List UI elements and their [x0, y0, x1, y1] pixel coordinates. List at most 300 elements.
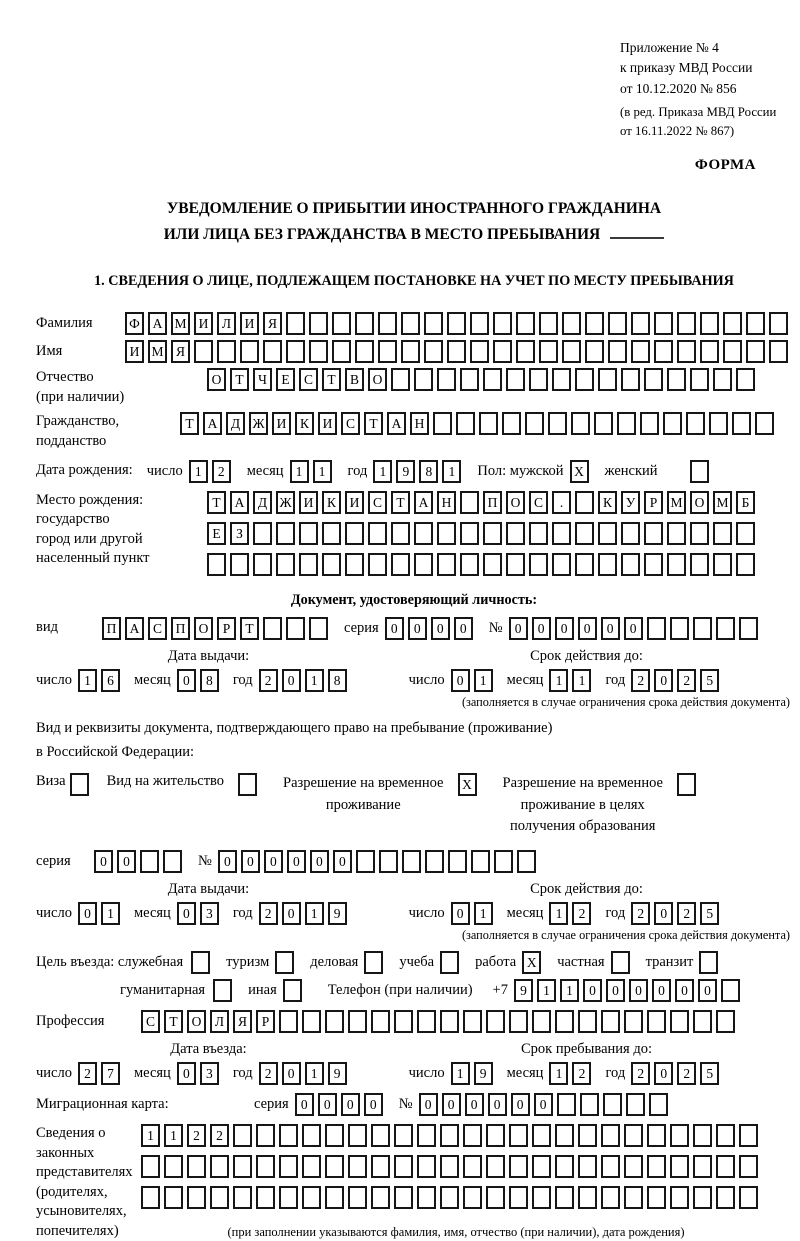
- form-cell: 0: [654, 1062, 673, 1085]
- form-cell: А: [387, 412, 406, 435]
- form-cell: 1: [537, 979, 556, 1002]
- identity-doc-row: [36, 617, 792, 640]
- form-cell: 0: [601, 617, 620, 640]
- birthplace-label-line2: государство: [36, 511, 110, 528]
- year-label: год: [347, 462, 368, 479]
- form-cell: 2: [572, 1062, 591, 1085]
- form-cell: 2: [631, 669, 650, 692]
- form-cell: М: [667, 491, 686, 514]
- form-cell: 2: [78, 1062, 97, 1085]
- form-cell: 9: [328, 1062, 347, 1085]
- form-cell: 0: [333, 850, 352, 873]
- form-cell: [654, 340, 673, 363]
- form-cell: И: [345, 491, 364, 514]
- form-cell: [571, 412, 590, 435]
- form-cell: [140, 850, 159, 873]
- form-cell: [509, 1010, 528, 1033]
- edition-line: (в ред. Приказа МВД России: [620, 104, 777, 119]
- form-cell: 2: [677, 1062, 696, 1085]
- form-cell: [414, 368, 433, 391]
- form-cell: [739, 1186, 758, 1209]
- day-label: число: [146, 462, 183, 479]
- form-cell: [746, 312, 765, 335]
- form-cell: [493, 340, 512, 363]
- form-cell: [486, 1010, 505, 1033]
- doc-issue-month-field: [177, 669, 223, 692]
- form-cell: [746, 340, 765, 363]
- birthplace-field-row3: [207, 553, 759, 576]
- form-cell: [70, 773, 89, 796]
- form-cell: [368, 553, 387, 576]
- doc-issue-date-label: Дата выдачи:: [167, 647, 250, 664]
- form-cell: [256, 1155, 275, 1178]
- purpose-label: Цель въезда: служебная: [36, 953, 184, 970]
- form-cell: М: [713, 491, 732, 514]
- form-cell: [364, 951, 383, 974]
- form-cell: [624, 1010, 643, 1033]
- form-cell: С: [368, 491, 387, 514]
- form-cell: [502, 412, 521, 435]
- form-cell: 1: [164, 1124, 183, 1147]
- form-cell: [470, 312, 489, 335]
- doc-validity-note: (заполняется в случае ограничения срока действия документа): [461, 694, 790, 709]
- title-line1: УВЕДОМЛЕНИЕ О ПРИБЫТИИ ИНОСТРАННОГО ГРАЖДАНИНА: [166, 200, 662, 218]
- year-label: год: [232, 671, 253, 688]
- form-cell: 2: [259, 902, 278, 925]
- form-cell: [601, 1010, 620, 1033]
- form-cell: [517, 850, 536, 873]
- form-cell: С: [529, 491, 548, 514]
- year-label: год: [605, 671, 626, 688]
- form-cell: [647, 1155, 666, 1178]
- form-cell: [355, 312, 374, 335]
- form-cell: [463, 1155, 482, 1178]
- form-cell: [670, 1124, 689, 1147]
- form-cell: [401, 312, 420, 335]
- permit-issue-year-field: [259, 902, 351, 925]
- form-cell: [578, 1155, 597, 1178]
- form-cell: Ф: [125, 312, 144, 335]
- form-cell: [447, 312, 466, 335]
- form-cell: 0: [451, 669, 470, 692]
- form-cell: [716, 1186, 735, 1209]
- form-cell: [256, 1186, 275, 1209]
- form-cell: [371, 1155, 390, 1178]
- form-cell: 9: [474, 1062, 493, 1085]
- form-cell: М: [171, 312, 190, 335]
- form-cell: [470, 340, 489, 363]
- permit-series-row: [36, 850, 792, 873]
- form-cell: [424, 340, 443, 363]
- form-cell: А: [125, 617, 144, 640]
- form-cell: [575, 553, 594, 576]
- form-cell: [700, 340, 719, 363]
- day-label: число: [36, 1065, 72, 1082]
- form-cell: [670, 617, 689, 640]
- guardians-fields: [141, 1124, 771, 1240]
- purpose-humanitarian-checkbox: [213, 979, 236, 1002]
- form-cell: [417, 1186, 436, 1209]
- purpose-row: [36, 951, 792, 974]
- form-cell: [713, 368, 732, 391]
- doc-issue-year-field: [259, 669, 351, 692]
- form-cell: 0: [94, 850, 113, 873]
- form-cell: [253, 553, 272, 576]
- form-cell: [440, 1010, 459, 1033]
- form-cell: 1: [305, 902, 324, 925]
- form-cell: [693, 617, 712, 640]
- visa-checkbox: [70, 773, 93, 796]
- form-cell: [578, 1186, 597, 1209]
- form-cell: П: [483, 491, 502, 514]
- form-cell: [263, 340, 282, 363]
- surname-row: [36, 312, 792, 335]
- form-cell: 0: [583, 979, 602, 1002]
- form-cell: 0: [385, 617, 404, 640]
- form-cell: [493, 312, 512, 335]
- entry-year-field: [259, 1062, 351, 1085]
- form-cell: М: [148, 340, 167, 363]
- form-cell: [463, 1186, 482, 1209]
- guardians-field-row3: [141, 1186, 771, 1209]
- purpose-other-checkbox: [283, 979, 306, 1002]
- doc-issue-day-field: [78, 669, 124, 692]
- guardians-row: [36, 1124, 792, 1241]
- form-cell: С: [341, 412, 360, 435]
- permit-number-field: [218, 850, 540, 873]
- form-cell: [736, 553, 755, 576]
- doc-series-label: серия: [344, 619, 379, 636]
- form-cell: 0: [509, 617, 528, 640]
- form-cell: [721, 979, 740, 1002]
- form-cell: [325, 1124, 344, 1147]
- form-cell: [611, 951, 630, 974]
- form-cell: [631, 340, 650, 363]
- form-cell: [716, 617, 735, 640]
- form-cell: [723, 312, 742, 335]
- form-cell: [690, 460, 709, 483]
- form-cell: 1: [78, 669, 97, 692]
- form-cell: [348, 1155, 367, 1178]
- form-cell: О: [207, 368, 226, 391]
- patronymic-label-line1: Отчество: [36, 369, 94, 386]
- form-cell: 0: [624, 617, 643, 640]
- form-cell: [525, 412, 544, 435]
- form-cell: [699, 951, 718, 974]
- form-cell: 0: [675, 979, 694, 1002]
- form-cell: [690, 553, 709, 576]
- purpose-official-checkbox: [191, 951, 214, 974]
- day-label: число: [36, 671, 72, 688]
- form-cell: О: [368, 368, 387, 391]
- form-cell: [690, 522, 709, 545]
- form-cell: О: [690, 491, 709, 514]
- birthplace-field-row1: [207, 491, 759, 514]
- form-cell: [256, 1124, 275, 1147]
- form-cell: [275, 951, 294, 974]
- stay-day-field: [451, 1062, 497, 1085]
- birthplace-label-line3: город или другой: [36, 530, 143, 547]
- doc-series-field: [385, 617, 477, 640]
- form-cell: [440, 1155, 459, 1178]
- edition-line: от 16.11.2022 № 867): [620, 123, 735, 138]
- form-cell: [379, 850, 398, 873]
- form-cell: [483, 522, 502, 545]
- patronymic-row: [36, 368, 792, 407]
- form-cell: [424, 312, 443, 335]
- form-cell: О: [194, 617, 213, 640]
- permit-series-label: серия: [36, 852, 71, 869]
- form-cell: [302, 1124, 321, 1147]
- form-cell: [575, 491, 594, 514]
- form-cell: [529, 522, 548, 545]
- form-cell: 0: [177, 669, 196, 692]
- form-cell: 8: [200, 669, 219, 692]
- form-cell: Н: [437, 491, 456, 514]
- form-cell: [164, 1186, 183, 1209]
- form-cell: [555, 1124, 574, 1147]
- year-label: год: [232, 905, 253, 922]
- form-cell: 0: [295, 1093, 314, 1116]
- citizenship-field: [180, 412, 778, 435]
- form-cell: [163, 850, 182, 873]
- form-cell: [425, 850, 444, 873]
- form-cell: 0: [78, 902, 97, 925]
- humanitarian-label: гуманитарная: [120, 981, 206, 998]
- tourism-label: туризм: [226, 954, 270, 971]
- form-cell: 1: [305, 669, 324, 692]
- form-cell: [532, 1010, 551, 1033]
- form-cell: [371, 1186, 390, 1209]
- permit-valid-year-field: [631, 902, 723, 925]
- form-cell: [325, 1155, 344, 1178]
- appendix-line: от 10.12.2020 № 856: [620, 80, 737, 96]
- form-cell: [506, 368, 525, 391]
- form-cell: [585, 340, 604, 363]
- form-cell: [440, 1186, 459, 1209]
- birthplace-field-row2: [207, 522, 759, 545]
- surname-field: [125, 312, 792, 335]
- form-cell: [371, 1010, 390, 1033]
- form-cell: [644, 368, 663, 391]
- doc-number-label: №: [488, 619, 503, 636]
- purpose-transit-checkbox: [699, 951, 722, 974]
- temp-residence-label: Разрешение на временное проживание: [283, 774, 444, 813]
- form-cell: 1: [290, 460, 309, 483]
- form-cell: [557, 1093, 576, 1116]
- form-cell: Л: [210, 1010, 229, 1033]
- form-cell: [598, 368, 617, 391]
- form-cell: Р: [217, 617, 236, 640]
- form-cell: А: [414, 491, 433, 514]
- form-cell: [414, 553, 433, 576]
- form-cell: 1: [474, 669, 493, 692]
- form-cell: [506, 553, 525, 576]
- day-label: число: [408, 1065, 445, 1082]
- form-cell: [739, 1124, 758, 1147]
- form-cell: Д: [226, 412, 245, 435]
- form-cell: [693, 1124, 712, 1147]
- permit-valid-month-field: [549, 902, 595, 925]
- form-cell: 2: [631, 1062, 650, 1085]
- doc-type-label: вид: [36, 619, 58, 636]
- form-cell: [355, 340, 374, 363]
- form-cell: [309, 617, 328, 640]
- form-cell: [460, 368, 479, 391]
- form-cell: [233, 1186, 252, 1209]
- form-cell: 1: [101, 902, 120, 925]
- migration-card-label: Миграционная карта:: [36, 1095, 169, 1112]
- form-cell: С: [299, 368, 318, 391]
- form-cell: 8: [328, 669, 347, 692]
- form-cell: 1: [451, 1062, 470, 1085]
- form-cell: 2: [259, 1062, 278, 1085]
- form-cell: [233, 1124, 252, 1147]
- form-cell: [141, 1186, 160, 1209]
- form-cell: [509, 1186, 528, 1209]
- purpose-private-checkbox: [611, 951, 634, 974]
- form-cell: [539, 340, 558, 363]
- form-cell: 0: [282, 902, 301, 925]
- permit-series-field: [94, 850, 186, 873]
- form-cell: [736, 522, 755, 545]
- form-cell: [670, 1155, 689, 1178]
- form-cell: [322, 522, 341, 545]
- purpose-business-checkbox: [364, 951, 387, 974]
- form-cell: [378, 312, 397, 335]
- form-cell: [663, 412, 682, 435]
- form-cell: [164, 1155, 183, 1178]
- temp-residence-edu-checkbox: [677, 773, 700, 796]
- study-label: учеба: [399, 954, 435, 971]
- form-cell: 1: [474, 902, 493, 925]
- form-cell: [286, 340, 305, 363]
- form-cell: [621, 368, 640, 391]
- form-cell: [667, 368, 686, 391]
- form-cell: [603, 1093, 622, 1116]
- form-cell: [539, 312, 558, 335]
- form-cell: [716, 1155, 735, 1178]
- entry-dates-block: [36, 1041, 792, 1085]
- name-field: [125, 340, 792, 363]
- identity-doc-heading: Документ, удостоверяющий личность:: [290, 591, 538, 608]
- form-cell: [417, 1155, 436, 1178]
- form-cell: 0: [511, 1093, 530, 1116]
- form-cell: [667, 522, 686, 545]
- form-cell: [233, 1155, 252, 1178]
- form-cell: [348, 1186, 367, 1209]
- form-cell: 0: [408, 617, 427, 640]
- temp-residence-edu-label: Разрешение на временное проживание в целях получения образования: [502, 774, 663, 835]
- form-cell: [580, 1093, 599, 1116]
- doc-type-field: [102, 617, 332, 640]
- entry-month-field: [177, 1062, 223, 1085]
- patronymic-label: [36, 368, 207, 407]
- patronymic-label-line2: (при наличии): [36, 388, 125, 405]
- form-cell: [394, 1155, 413, 1178]
- form-cell: Т: [391, 491, 410, 514]
- form-cell: [213, 979, 232, 1002]
- birthdate-row: [36, 460, 792, 483]
- form-cell: Д: [253, 491, 272, 514]
- purpose-row2: [36, 979, 792, 1002]
- doc-valid-month-field: [549, 669, 595, 692]
- form-cell: 6: [101, 669, 120, 692]
- form-cell: [263, 617, 282, 640]
- guardians-note: (при заполнении указываются фамилия, имя, отчество (при наличии), дата рождения): [227, 1225, 685, 1240]
- form-label: ФОРМА: [694, 157, 756, 174]
- form-cell: [647, 617, 666, 640]
- form-cell: [739, 617, 758, 640]
- form-cell: 1: [141, 1124, 160, 1147]
- form-cell: [562, 340, 581, 363]
- form-cell: [394, 1186, 413, 1209]
- form-cell: [677, 773, 696, 796]
- form-cell: [479, 412, 498, 435]
- form-cell: 2: [212, 460, 231, 483]
- residence-doc-options-row: [36, 773, 792, 838]
- birthplace-label: [36, 491, 207, 569]
- form-cell: [532, 1186, 551, 1209]
- form-cell: [238, 773, 257, 796]
- form-cell: [532, 1155, 551, 1178]
- form-cell: 5: [700, 669, 719, 692]
- form-cell: [532, 1124, 551, 1147]
- form-cell: [378, 340, 397, 363]
- form-cell: [769, 340, 788, 363]
- form-cell: [494, 850, 513, 873]
- form-cell: [437, 553, 456, 576]
- form-cell: [693, 1186, 712, 1209]
- birthplace-label-line1: Место рождения:: [36, 491, 144, 508]
- form-cell: [240, 340, 259, 363]
- purpose-tourism-checkbox: [275, 951, 298, 974]
- form-cell: 0: [341, 1093, 360, 1116]
- form-cell: 0: [282, 669, 301, 692]
- form-cell: [187, 1155, 206, 1178]
- surname-label: Фамилия: [36, 314, 93, 331]
- title-line2: ИЛИ ЛИЦА БЕЗ ГРАЖДАНСТВА В МЕСТО ПРЕБЫВАНИЯ: [163, 225, 601, 243]
- form-cell: 9: [514, 979, 533, 1002]
- sex-female-label: женский: [604, 462, 658, 479]
- form-cell: [755, 412, 774, 435]
- form-cell: [141, 1155, 160, 1178]
- form-cell: [283, 979, 302, 1002]
- migration-card-row: [36, 1093, 792, 1116]
- private-label: частная: [557, 954, 605, 971]
- residence-permit-label: Вид на жительство: [106, 772, 225, 789]
- form-cell: 8: [419, 460, 438, 483]
- form-cell: З: [230, 522, 249, 545]
- entry-date-fields: [36, 1062, 351, 1085]
- form-cell: [608, 340, 627, 363]
- form-cell: [187, 1186, 206, 1209]
- form-cell: [302, 1010, 321, 1033]
- birth-month-field: [290, 460, 336, 483]
- form-cell: Я: [233, 1010, 252, 1033]
- form-cell: [302, 1155, 321, 1178]
- form-cell: [437, 368, 456, 391]
- form-cell: [348, 1124, 367, 1147]
- appendix-line: Приложение № 4: [620, 40, 719, 55]
- form-cell: [356, 850, 375, 873]
- form-cell: [575, 368, 594, 391]
- form-cell: [555, 1010, 574, 1033]
- form-cell: 1: [572, 669, 591, 692]
- form-cell: [621, 522, 640, 545]
- form-cell: [578, 1010, 597, 1033]
- form-cell: [276, 553, 295, 576]
